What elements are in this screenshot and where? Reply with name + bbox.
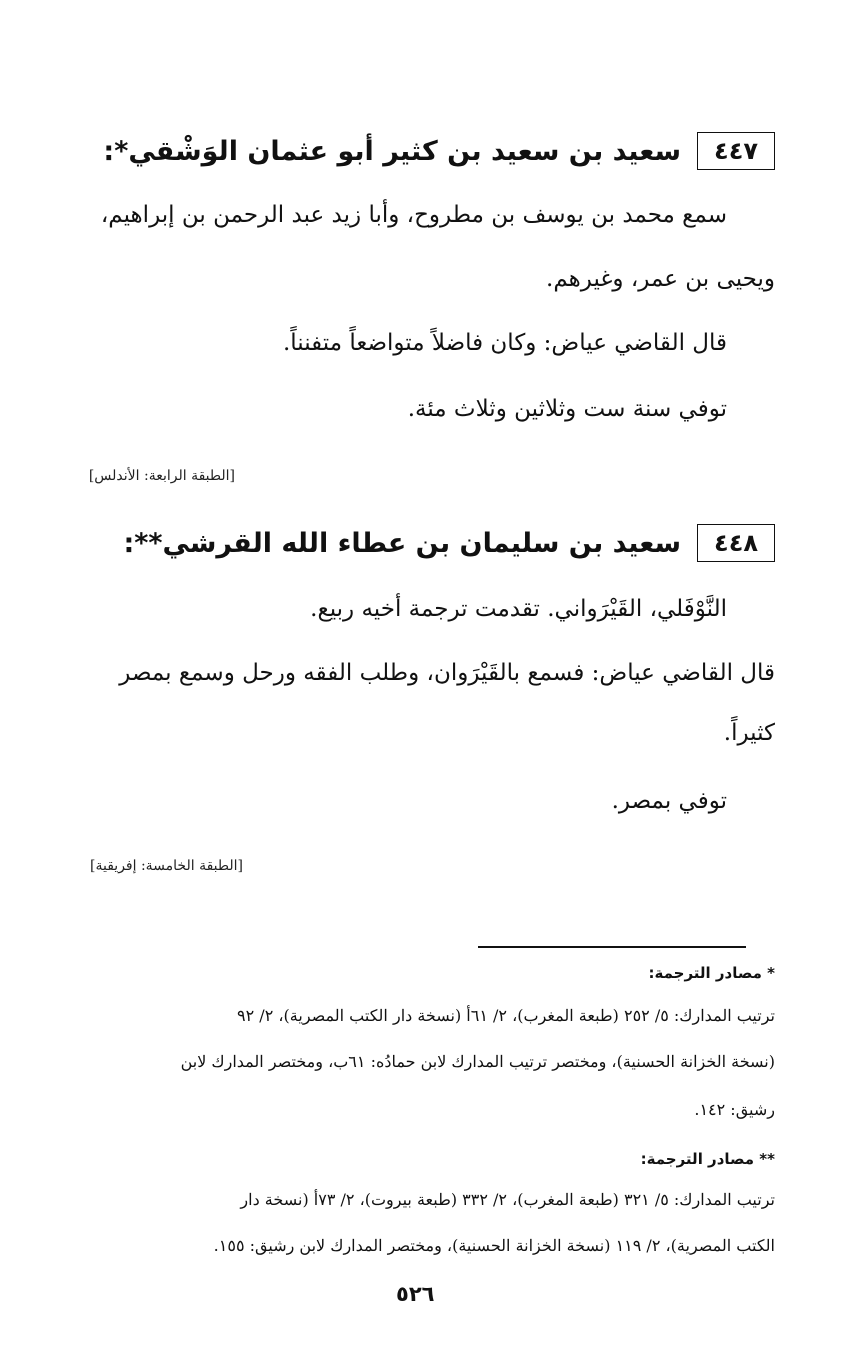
entry-title: سعيد بن سعيد بن كثير أبو عثمان الوَشْقي*: xyxy=(103,135,682,167)
page-number: ٥٢٦ xyxy=(396,1282,435,1306)
entry-text-line: قال القاضي عياض: وكان فاضلاً متواضعاً متفنناً. xyxy=(282,330,727,356)
tabaqa-tag: [الطبقة الرابعة: الأندلس] xyxy=(88,468,235,484)
entry-text-line: توفي سنة ست وثلاثين وثلاث مئة. xyxy=(407,396,727,422)
footnote-line: ترتيب المدارك: ٥/ ٢٥٢ (طبعة المغرب)، ٢/ ٦١أ (نسخة دار الكتب المصرية)، ٢/ ٩٢ xyxy=(237,1006,775,1025)
entry-number-box: ٤٤٧ xyxy=(697,132,775,170)
entry-text-line: كثيراً. xyxy=(723,720,775,746)
entry-heading-447 xyxy=(103,132,775,170)
footnote-heading: ** مصادر الترجمة: xyxy=(640,1150,775,1168)
entry-text-line: سمع محمد بن يوسف بن مطروح، وأبا زيد عبد الرحمن بن إبراهيم، xyxy=(100,202,727,228)
footnote-separator xyxy=(478,946,746,948)
entry-heading-448 xyxy=(123,524,775,562)
footnote-line: ترتيب المدارك: ٥/ ٣٢١ (طبعة المغرب)، ٢/ ٣٣٢ (طبعة بيروت)، ٢/ ٧٣أ (نسخة دار xyxy=(240,1190,775,1209)
footnote-line: الكتب المصرية)، ٢/ ١١٩ (نسخة الخزانة الحسنية)، ومختصر المدارك لابن رشيق: ١٥٥. xyxy=(213,1236,775,1255)
footnote-line: (نسخة الخزانة الحسنية)، ومختصر ترتيب المدارك لابن حمادُه: ٦١ب، ومختصر المدارك لابن xyxy=(180,1052,775,1071)
entry-text-line: النَّوْفَلي، القَيْرَواني. تقدمت ترجمة أخيه ربيع. xyxy=(310,596,727,622)
tabaqa-tag: [الطبقة الخامسة: إفريقية] xyxy=(90,858,243,874)
entry-number-box: ٤٤٨ xyxy=(697,524,775,562)
entry-text-line: قال القاضي عياض: فسمع بالقَيْرَوان، وطلب الفقه ورحل وسمع بمصر xyxy=(119,660,775,686)
entry-title: سعيد بن سليمان بن عطاء الله القرشي**: xyxy=(123,527,682,559)
entry-text-line: توفي بمصر. xyxy=(611,788,727,814)
entry-text-line: ويحيى بن عمر، وغيرهم. xyxy=(546,266,775,292)
footnote-heading: * مصادر الترجمة: xyxy=(648,964,775,982)
footnote-line: رشيق: ١٤٢. xyxy=(694,1100,775,1119)
